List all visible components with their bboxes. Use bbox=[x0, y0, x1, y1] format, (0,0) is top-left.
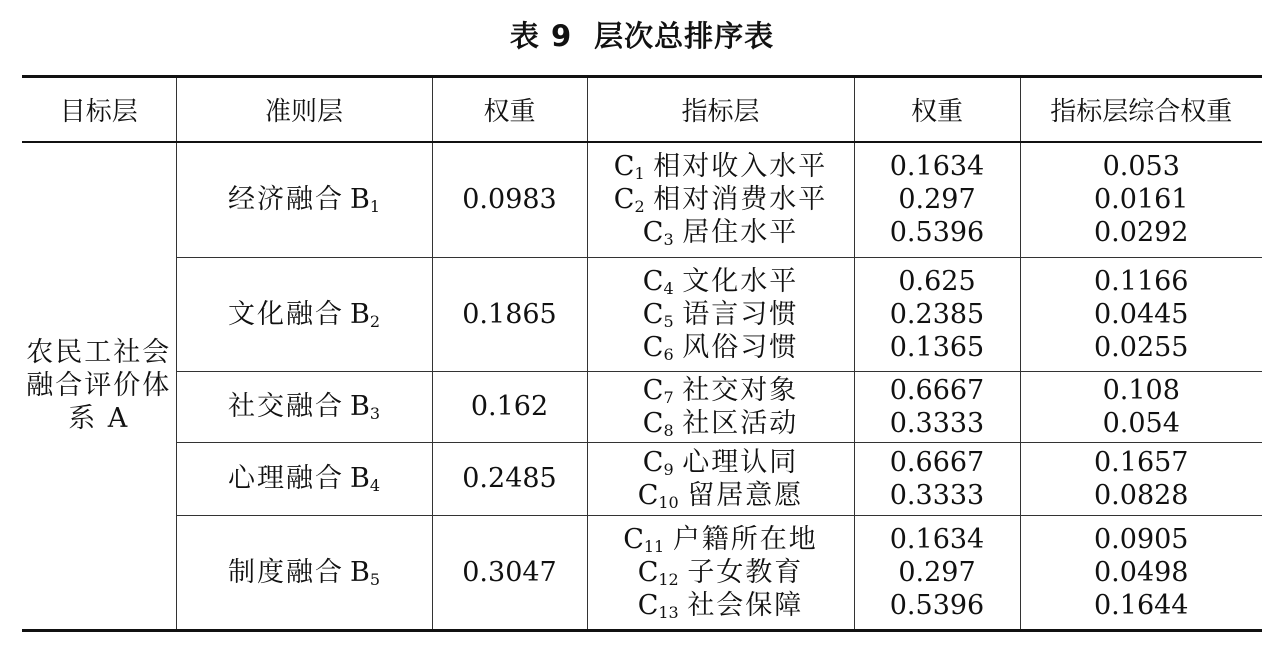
composite-weight: 0.1166 bbox=[1094, 265, 1189, 297]
indicator-item: $C_{10}$ 留居意愿 bbox=[637, 479, 804, 512]
indicator-weight-cell bbox=[854, 371, 1020, 442]
criterion-subscript: 3 bbox=[369, 404, 381, 423]
header-criterion-weight: 权重 bbox=[432, 77, 587, 143]
composite-weight: 0.0255 bbox=[1094, 331, 1189, 363]
criterion-name: 社交融合 bbox=[227, 391, 344, 422]
criterion-cell bbox=[176, 371, 432, 442]
criterion-name: 心理融合 bbox=[227, 463, 344, 494]
indicator-item: $C_9$ 心理认同 bbox=[642, 446, 799, 479]
target-line: 系 A bbox=[68, 403, 130, 435]
criterion-subscript: 5 bbox=[369, 569, 381, 589]
criterion-weight: 0.0983 bbox=[432, 142, 587, 257]
criterion-cell bbox=[176, 515, 432, 630]
composite-weight: 0.1657 bbox=[1094, 446, 1189, 478]
indicator-item: $C_2$ 相对消费水平 bbox=[613, 184, 828, 217]
criterion-code: B bbox=[349, 298, 370, 330]
criterion-weight: 0.3047 bbox=[432, 515, 587, 630]
composite-weight-cell bbox=[1020, 142, 1262, 257]
indicator-weight: 0.1634 bbox=[889, 523, 985, 555]
composite-weight: 0.0445 bbox=[1094, 298, 1189, 330]
criterion-code: B bbox=[349, 184, 370, 216]
criterion-code: B bbox=[349, 391, 370, 422]
indicator-weight-cell bbox=[854, 442, 1020, 515]
header-criterion-layer: 准则层 bbox=[176, 77, 432, 143]
composite-weight-cell bbox=[1020, 257, 1262, 371]
criterion-cell bbox=[176, 257, 432, 371]
composite-weight: 0.0905 bbox=[1094, 523, 1189, 555]
table-number: 表 9 bbox=[509, 19, 573, 53]
criterion-subscript: 2 bbox=[369, 311, 381, 331]
indicator-item: $C_8$ 社区活动 bbox=[642, 407, 799, 440]
header-composite-weight: 指标层综合权重 bbox=[1020, 77, 1262, 143]
indicator-item: $C_{11}$ 户籍所在地 bbox=[623, 523, 818, 556]
criterion-cell bbox=[176, 442, 432, 515]
indicator-cell bbox=[587, 142, 854, 257]
indicator-weight: 0.2385 bbox=[889, 298, 985, 330]
indicator-weight: 0.1365 bbox=[889, 331, 985, 363]
indicator-item: $C_6$ 风俗习惯 bbox=[642, 331, 799, 364]
composite-weight: 0.054 bbox=[1102, 407, 1180, 439]
table-row bbox=[22, 142, 1262, 257]
criterion-weight: 0.1865 bbox=[432, 257, 587, 371]
criterion-subscript: 4 bbox=[369, 476, 381, 495]
indicator-item: $C_7$ 社交对象 bbox=[642, 374, 799, 407]
indicator-item: $C_{13}$ 社会保障 bbox=[637, 589, 804, 622]
composite-weight: 0.108 bbox=[1102, 374, 1180, 406]
indicator-weight: 0.5396 bbox=[889, 217, 985, 249]
indicator-weight: 0.3333 bbox=[889, 479, 985, 511]
indicator-weight-cell bbox=[854, 142, 1020, 257]
indicator-item: $C_5$ 语言习惯 bbox=[642, 298, 799, 331]
composite-weight: 0.0828 bbox=[1094, 479, 1189, 511]
indicator-weight: 0.5396 bbox=[889, 589, 985, 621]
table-row bbox=[22, 371, 1262, 442]
composite-weight-cell bbox=[1020, 515, 1262, 630]
table-row bbox=[22, 442, 1262, 515]
composite-weight-cell bbox=[1020, 371, 1262, 442]
indicator-cell bbox=[587, 515, 854, 630]
composite-weight: 0.1644 bbox=[1094, 589, 1189, 621]
criterion-weight: 0.162 bbox=[432, 371, 587, 442]
criterion-cell bbox=[176, 142, 432, 257]
criterion-name: 文化融合 bbox=[227, 298, 344, 330]
indicator-item: $C_{12}$ 子女教育 bbox=[637, 556, 804, 589]
indicator-weight-cell bbox=[854, 515, 1020, 630]
header-indicator-weight: 权重 bbox=[854, 77, 1020, 143]
indicator-cell bbox=[587, 371, 854, 442]
target-layer-cell bbox=[22, 142, 176, 630]
table-row bbox=[22, 515, 1262, 630]
table-title-text: 层次总排序表 bbox=[594, 19, 775, 53]
criterion-name: 制度融合 bbox=[227, 556, 344, 588]
header-row bbox=[22, 77, 1262, 143]
criterion-subscript: 1 bbox=[369, 197, 381, 217]
indicator-weight: 0.297 bbox=[898, 184, 976, 216]
table-title bbox=[0, 14, 1284, 55]
criterion-code: B bbox=[349, 463, 370, 494]
composite-weight: 0.0498 bbox=[1094, 556, 1189, 588]
indicator-item: $C_3$ 居住水平 bbox=[642, 217, 799, 250]
indicator-weight: 0.3333 bbox=[889, 407, 985, 439]
indicator-cell bbox=[587, 257, 854, 371]
criterion-name: 经济融合 bbox=[227, 184, 344, 216]
composite-weight: 0.0292 bbox=[1094, 217, 1189, 249]
indicator-cell bbox=[587, 442, 854, 515]
indicator-weight: 0.1634 bbox=[889, 151, 985, 183]
target-line: 农民工社会 bbox=[26, 337, 172, 369]
indicator-weight: 0.625 bbox=[898, 265, 976, 297]
indicator-item: $C_1$ 相对收入水平 bbox=[613, 151, 828, 184]
indicator-weight: 0.297 bbox=[898, 556, 976, 588]
composite-weight: 0.053 bbox=[1102, 151, 1180, 183]
composite-weight: 0.0161 bbox=[1094, 184, 1189, 216]
composite-weight-cell bbox=[1020, 442, 1262, 515]
indicator-item: $C_4$ 文化水平 bbox=[642, 265, 799, 298]
header-target-layer: 目标层 bbox=[22, 77, 176, 143]
criterion-weight: 0.2485 bbox=[432, 442, 587, 515]
criterion-code: B bbox=[349, 556, 370, 588]
indicator-weight: 0.6667 bbox=[889, 374, 985, 406]
header-indicator-layer: 指标层 bbox=[587, 77, 854, 143]
indicator-weight-cell bbox=[854, 257, 1020, 371]
hierarchy-ranking-table bbox=[22, 75, 1262, 632]
table-row bbox=[22, 257, 1262, 371]
target-line: 融合评价体 bbox=[26, 370, 172, 402]
indicator-weight: 0.6667 bbox=[889, 446, 985, 478]
